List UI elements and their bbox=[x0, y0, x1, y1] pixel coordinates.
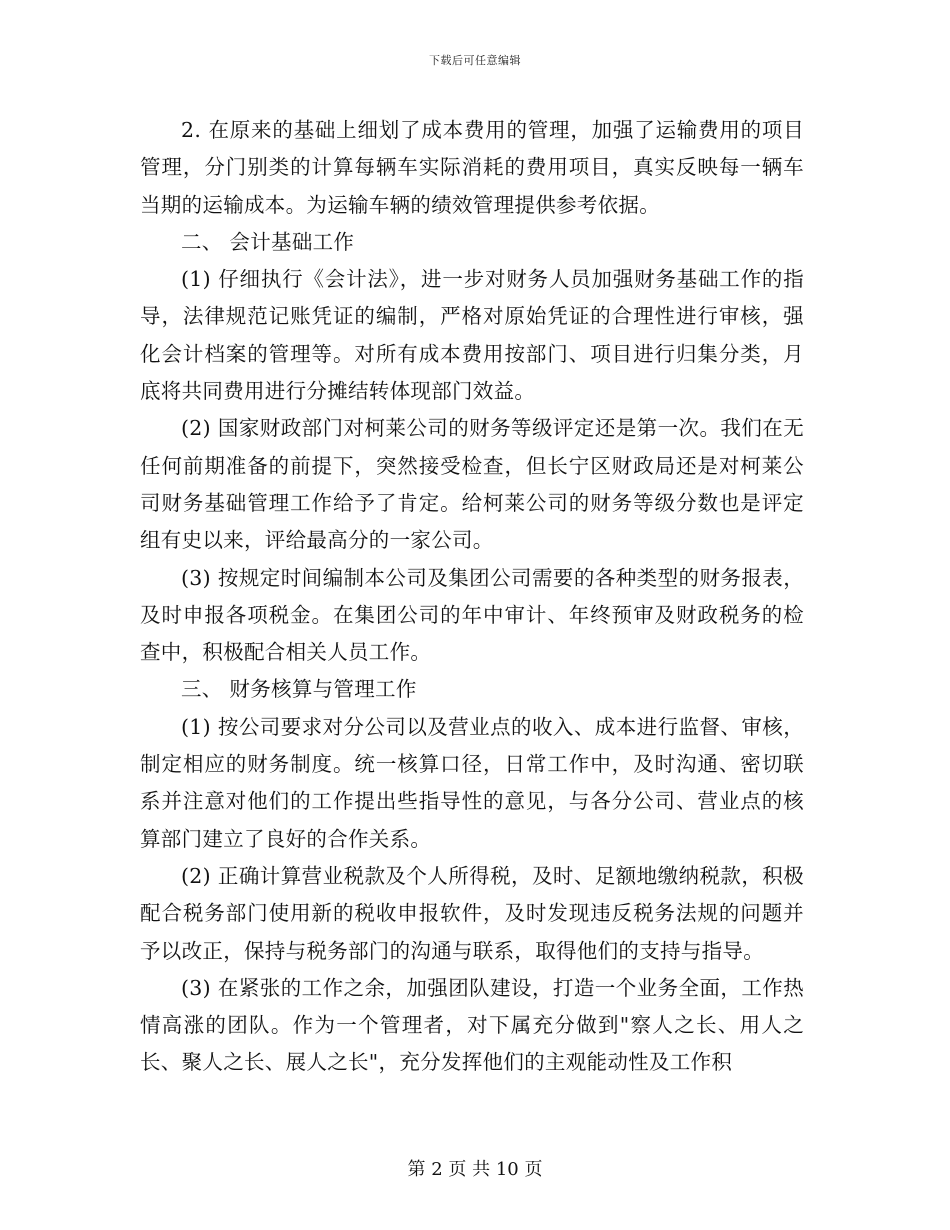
paragraph-branch-supervision: (1) 按公司要求对分公司以及营业点的收入、成本进行监督、审核，制定相应的财务制度。统一核算口径，日常工作中，及时沟通、密切联系并注意对他们的工作提出些指导性的意见，与各分公司、营业点的核算部门建立了良好的合作关系。 bbox=[140, 714, 804, 851]
page-footer: 第 2 页 共 10 页 bbox=[407, 1159, 543, 1180]
section-heading-accounting-management: 三、 财务核算与管理工作 bbox=[181, 677, 417, 702]
paragraph-financial-rating: (2) 国家财政部门对柯莱公司的财务等级评定还是第一次。我们在无任何前期准备的前提下，突然接受检查，但长宁区财政局还是对柯莱公司财务基础管理工作给予了肯定。给柯莱公司的财务等级分数也是评定组有史以来，评给最高分的一家公司。 bbox=[140, 416, 804, 553]
paragraph-team-building: (3) 在紧张的工作之余，加强团队建设，打造一个业务全面，工作热情高涨的团队。作为一个管理者，对下属充分做到"察人之长、用人之长、聚人之长、展人之长"，充分发挥他们的主观能动性及工作积 bbox=[140, 975, 804, 1075]
document-body bbox=[140, 112, 804, 1082]
paragraph-financial-reports: (3) 按规定时间编制本公司及集团公司需要的各种类型的财务报表，及时申报各项税金。在集团公司的年中审计、年终预审及财政税务的检查中，积极配合相关人员工作。 bbox=[140, 565, 804, 665]
page-header: 下载后可任意编辑 bbox=[429, 54, 521, 67]
paragraph-item-2-cost-management: 2. 在原来的基础上细划了成本费用的管理，加强了运输费用的项目管理，分门别类的计算每辆车实际消耗的费用项目，真实反映每一辆车当期的运输成本。为运输车辆的绩效管理提供参考依据。 bbox=[140, 118, 804, 217]
section-heading-accounting-basics: 二、 会计基础工作 bbox=[181, 229, 355, 254]
paragraph-accounting-law: (1) 仔细执行《会计法》，进一步对财务人员加强财务基础工作的指导，法律规范记账凭证的编制，严格对原始凭证的合理性进行审核，强化会计档案的管理等。对所有成本费用按部门、项目进行归集分类，月底将共同费用进行分摊结转体现部门效益。 bbox=[140, 267, 804, 404]
paragraph-tax-payment: (2) 正确计算营业税款及个人所得税，及时、足额地缴纳税款，积极配合税务部门使用新的税收申报软件，及时发现违反税务法规的问题并予以改正，保持与税务部门的沟通与联系，取得他们的支持与指导。 bbox=[140, 863, 804, 963]
